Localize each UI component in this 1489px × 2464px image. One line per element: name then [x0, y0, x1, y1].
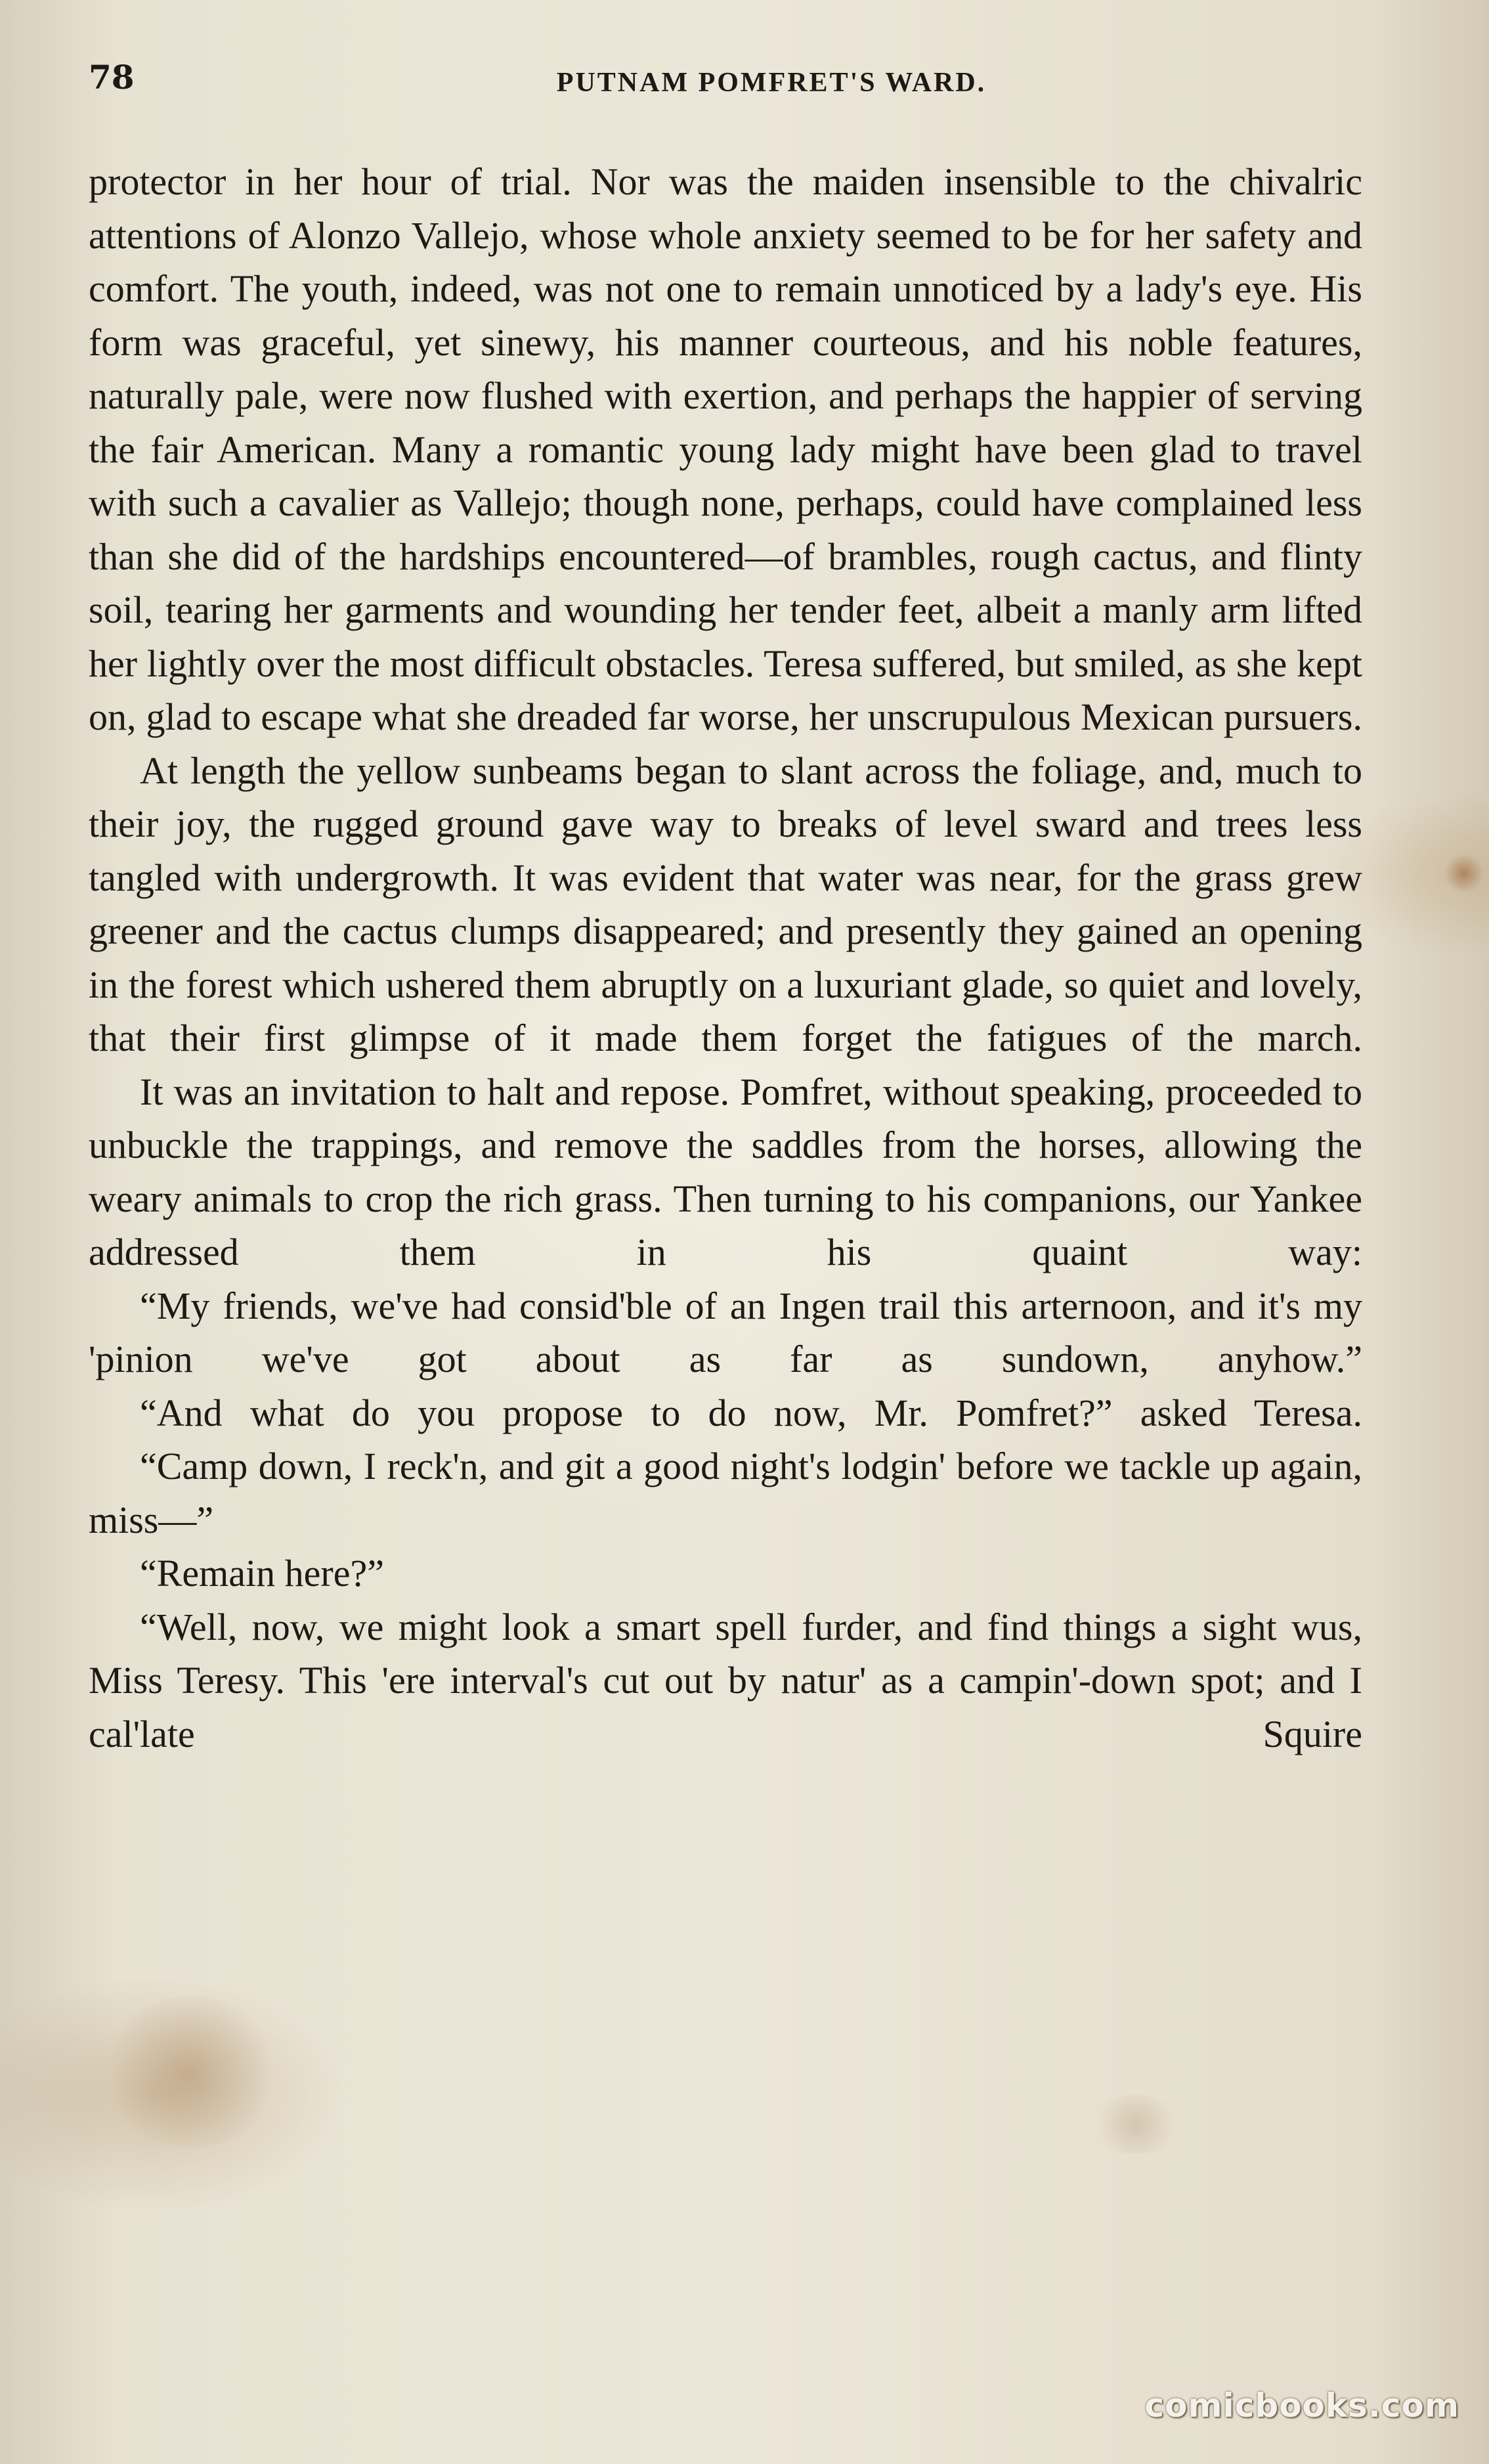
- paragraph: “Well, now, we might look a smart spell furder, and find things a sight wus, Miss Teresy. This 'ere interval's cut out by natur' as a campin'-down spot; and I cal'late Squire: [89, 1605, 1362, 1755]
- foxing-stain: [1090, 2095, 1182, 2154]
- foxing-stain: [98, 1996, 282, 2147]
- running-head: PUTNAM POMFRET'S WARD.: [556, 68, 987, 98]
- page-number: 78: [89, 58, 135, 97]
- paragraph: At length the yellow sunbeams began to slant across the foliage, and, much to their joy, the rugged ground gave way to breaks of level sward and trees less tangled with undergrowth. It was evident that water was near, for the grass grew greener and the cactus clumps disappeared; and presently they gained an opening in the forest which ushered them abruptly on a luxuriant glade, so quiet and lovely, that their first glimpse of it made them forget the fatigues of the march.: [89, 749, 1362, 1059]
- page-header: [89, 58, 1369, 104]
- paragraph: “Remain here?”: [140, 1552, 384, 1595]
- paragraph: “My friends, we've had consid'ble of an Ingen trail this arternoon, and it's my 'pinion we've got about as far as sundown, anyhow.”: [89, 1284, 1362, 1380]
- watermark: comicbooks.com: [1144, 2387, 1459, 2425]
- body-text: [89, 155, 1362, 1761]
- paragraph: “And what do you propose to do now, Mr. Pomfret?” asked Teresa.: [140, 1391, 1362, 1434]
- foxing-stain: [1444, 854, 1484, 893]
- paragraph: protector in her hour of trial. Nor was the maiden insensible to the chivalric attentions of Alonzo Vallejo, whose whole anxiety seemed to be for her safety and comfort. The youth, indeed, was not one to remain unnoticed by a lady's eye. His form was graceful, yet sinewy, his manner courteous, and his noble features, naturally pale, were now flushed with exertion, and perhaps the happier of serving the fair American. Many a romantic young lady might have been glad to travel with such a cavalier as Vallejo; though none, perhaps, could have complained less than she did of the hardships encountered—of brambles, rough cactus, and flinty soil, tearing her garments and wounding her tender feet, albeit a manly arm lifted her lightly over the most difficult obstacles. Teresa suffered, but smiled, as she kept on, glad to escape what she dreaded far worse, her unscrupulous Mexican pursuers.: [89, 160, 1362, 738]
- paragraph: “Camp down, I reck'n, and git a good night's lodgin' before we tackle up again, miss—”: [89, 1445, 1362, 1541]
- paragraph: It was an invitation to halt and repose. Pomfret, without speaking, proceeded to unbuckle the trappings, and remove the saddles from the horses, allowing the weary animals to crop the rich grass. Then turning to his companions, our Yankee addressed them in his quaint way:: [89, 1070, 1362, 1273]
